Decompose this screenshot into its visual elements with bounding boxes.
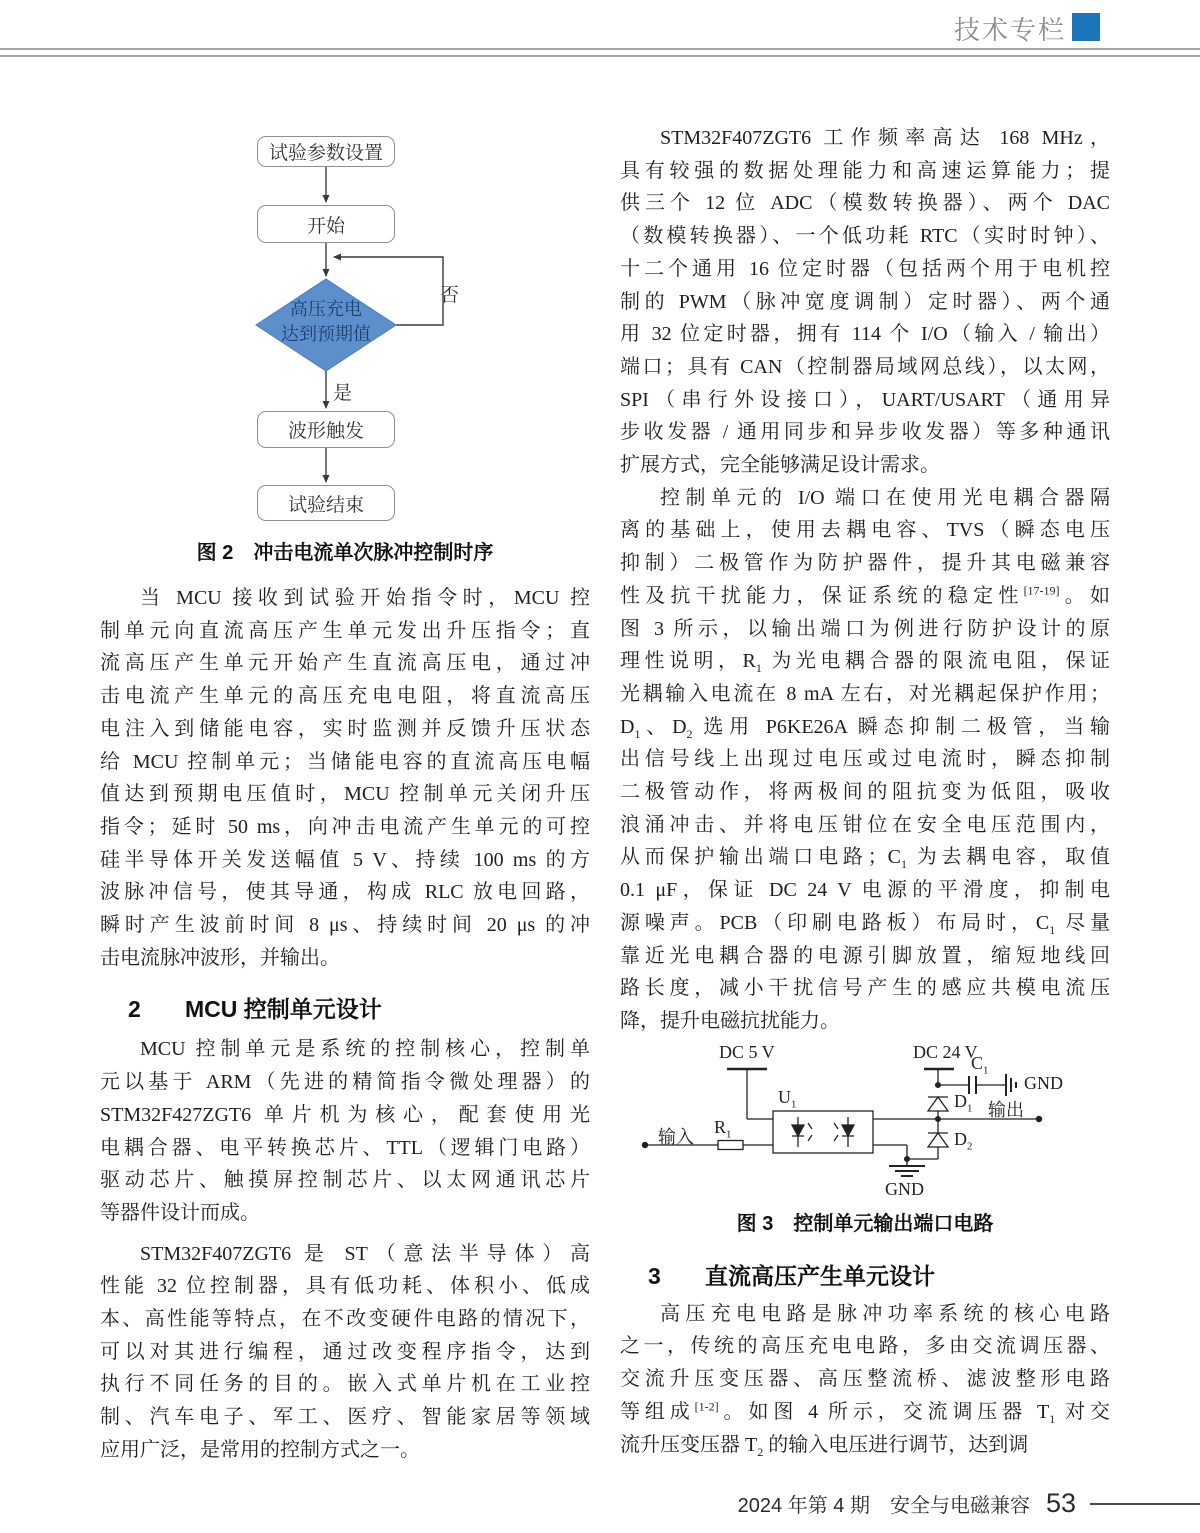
label-r1: $R_1$ bbox=[714, 1116, 732, 1141]
text-line: 给 MCU 控制单元；当储能电容的直流高压电幅 bbox=[100, 750, 590, 773]
text-line: 可以对其进行编程，通过改变程序指令，达到 bbox=[100, 1340, 590, 1363]
text-line: STM32F427ZGT6 单片机为核心，配套使用光 bbox=[100, 1103, 590, 1126]
text-line: 当 MCU 接收到试验开始指令时，MCU 控 bbox=[140, 587, 590, 609]
figure3-circuit bbox=[620, 1041, 1110, 1201]
text-line: 值达到预期电压值时，MCU 控制单元关闭升压 bbox=[100, 783, 590, 806]
decision-label bbox=[256, 297, 396, 347]
text-line: 本、高性能等特点，在不改变硬件电路的情况下， bbox=[100, 1308, 590, 1331]
text-line: 靠近光电耦合器的电源引脚放置，缩短地线回 bbox=[620, 944, 1110, 967]
text-line: 波脉冲信号，使其导通，构成 RLC 放电回路， bbox=[100, 881, 590, 904]
text-line: 离的基础上，使用去耦电容、TVS（瞬态电压 bbox=[620, 519, 1110, 542]
footer-rule bbox=[1090, 1503, 1200, 1505]
text-line: 等器件设计而成。 bbox=[100, 1201, 260, 1224]
label-gnd-bottom: GND bbox=[885, 1178, 924, 1199]
text-line: 步收发器 / 通用同步和异步收发器）等多种通讯 bbox=[620, 421, 1110, 444]
text-line: 制、汽车电子、军工、医疗、智能家居等领域 bbox=[100, 1406, 590, 1429]
label-output: 输出 bbox=[988, 1099, 1024, 1120]
text-line: 二极管动作，将两极间的阻抗变为低阻，吸收 bbox=[620, 781, 1110, 804]
text-line: STM32F407ZGT6 是 ST（意法半导体）高 bbox=[140, 1242, 590, 1265]
paragraph bbox=[100, 582, 590, 974]
text-line: 制的 PWM（脉冲宽度调制）定时器）、两个通 bbox=[620, 290, 1110, 313]
text-line: STM32F407ZGT6 工作频率高达 168 MHz， bbox=[660, 127, 1110, 149]
left-column bbox=[100, 130, 590, 1467]
text-line: 应用广泛，是常用的控制方式之一。 bbox=[100, 1438, 420, 1461]
figure2-flowchart bbox=[100, 130, 590, 530]
text-line: 硅半导体开关发送幅值 5 V、持续 100 ms 的方 bbox=[100, 848, 590, 871]
text-line: 性及抗干扰能力，保证系统的稳定性[17-19]。如 bbox=[620, 583, 1110, 607]
text-line: 控制单元的 I/O 端口在使用光电耦合器隔 bbox=[660, 486, 1110, 509]
text-line: 扩展方式，完全能够满足设计需求。 bbox=[620, 454, 940, 477]
text-line: 击电流产生单元的高压充电电阻，将直流高压 bbox=[100, 685, 590, 708]
paragraph bbox=[100, 1033, 590, 1229]
text-line: 驱动芯片、触摸屏控制芯片、以太网通讯芯片 bbox=[100, 1169, 590, 1192]
text-line: 之一，传统的高压充电电路，多由交流调压器、 bbox=[620, 1335, 1110, 1358]
label-gnd-right: GND bbox=[1024, 1072, 1063, 1093]
flow-node-test-end bbox=[257, 485, 395, 521]
text-line: 理性说明，$R_1$ 为光电耦合器的限流电阻，保证 bbox=[620, 650, 1110, 676]
header-double-rule bbox=[0, 48, 1200, 57]
text-line: 浪涌冲击、并将电压钳位在安全电压范围内， bbox=[620, 813, 1110, 836]
paragraph bbox=[620, 1298, 1110, 1462]
label-dc5v: DC 5 V bbox=[719, 1041, 775, 1062]
circuit-diagram-svg bbox=[620, 1041, 1110, 1201]
column-label: 技术专栏 bbox=[953, 15, 1066, 45]
flow-node-label: 试验结束 bbox=[287, 494, 364, 516]
text-line: 等组成[1-2]。如图 4 所示，交流调压器 $T_1$ 对交 bbox=[620, 1399, 1110, 1426]
right-column bbox=[620, 122, 1110, 1461]
text-line: 高压充电电路是脉冲功率系统的核心电路 bbox=[660, 1302, 1110, 1325]
label-u1: $U_1$ bbox=[778, 1086, 797, 1111]
section-number: 2 bbox=[128, 996, 141, 1023]
figure2-caption: 图 2 冲击电流单次脉冲控制时序 bbox=[196, 542, 494, 564]
header-accent-square bbox=[1072, 13, 1100, 41]
figure3-caption: 图 3 控制单元输出端口电路 bbox=[736, 1212, 994, 1235]
text-line: 端口；具有 CAN（控制器局域网总线），以太网， bbox=[620, 355, 1110, 378]
flow-node-start bbox=[257, 205, 395, 243]
footer-issue: 2024 年第 4 期 bbox=[737, 1495, 870, 1517]
text-line: 执行不同任务的目的。嵌入式单片机在工业控 bbox=[100, 1373, 590, 1396]
footer-journal: 安全与电磁兼容 bbox=[889, 1495, 1030, 1517]
footer-page-number: 53 bbox=[1045, 1488, 1076, 1518]
text-line: 具有较强的数据处理能力和高速运算能力；提 bbox=[620, 159, 1110, 182]
text-line: 0.1 μF，保证 DC 24 V 电源的平滑度，抑制电 bbox=[620, 879, 1110, 902]
text-line: MCU 控制单元是系统的控制核心，控制单 bbox=[140, 1038, 590, 1061]
flow-node-label: 试验参数设置 bbox=[268, 143, 383, 164]
section3-heading bbox=[620, 1258, 1110, 1291]
text-line: 指令；延时 50 ms，向冲击电流产生单元的可控 bbox=[100, 815, 590, 838]
text-line: （数模转换器）、一个低功耗 RTC（实时时钟）、 bbox=[620, 225, 1110, 248]
branch-no-label: 否 bbox=[440, 285, 460, 306]
flow-node-label: 波形触发 bbox=[287, 421, 364, 442]
text-line: 源噪声。PCB（印刷电路板）布局时，$C_1$ 尽量 bbox=[620, 911, 1110, 937]
flow-node-wave-trigger bbox=[257, 411, 395, 448]
page-footer bbox=[0, 1488, 1200, 1528]
text-line: 元以基于 ARM（先进的精简指令微处理器）的 bbox=[100, 1071, 590, 1094]
text-line: 流高压产生单元开始产生直流高压电，通过冲 bbox=[100, 652, 590, 675]
text-line: 流升压变压器 $T_2$ 的输入电压进行调节，达到调 bbox=[620, 1433, 1029, 1459]
text-line: 性能 32 位控制器，具有低功耗、体积小、低成 bbox=[100, 1275, 590, 1298]
paragraph bbox=[620, 482, 1110, 1038]
optocoupler-led-icon bbox=[792, 1117, 812, 1147]
label-d1: $D_1$ bbox=[954, 1090, 973, 1115]
text-line: 出信号线上出现过电压或过电流时，瞬态抑制 bbox=[620, 748, 1110, 771]
section2-heading bbox=[100, 991, 590, 1024]
label-d2: $D_2$ bbox=[954, 1128, 973, 1153]
paragraph bbox=[620, 122, 1110, 482]
text-line: 十二个通用 16 位定时器（包括两个用于电机控 bbox=[620, 257, 1110, 280]
section-title: MCU 控制单元设计 bbox=[185, 996, 382, 1023]
text-line: 图 3 所示，以输出端口为例进行防护设计的原 bbox=[620, 617, 1110, 640]
flow-node-label: 开始 bbox=[306, 215, 345, 237]
paragraph bbox=[100, 1238, 590, 1467]
text-line: 抑制）二极管作为防护器件，提升其电磁兼容 bbox=[620, 552, 1110, 575]
text-line: 瞬时产生波前时间 8 μs、持续时间 20 μs 的冲 bbox=[100, 914, 590, 937]
text-line: SPI（串行外设接口），UART/USART（通用异 bbox=[620, 388, 1110, 411]
decision-label-line1: 高压充电 bbox=[290, 299, 362, 319]
optocoupler-photodiode-icon bbox=[834, 1117, 854, 1147]
text-line: 从而保护输出端口电路；$C_1$ 为去耦电容，取值 bbox=[620, 846, 1110, 872]
text-line: 光耦输入电流在 8 mA 左右，对光耦起保护作用； bbox=[620, 682, 1110, 705]
section-number: 3 bbox=[648, 1262, 661, 1289]
text-line: 交流升压变压器、高压整流桥、滤波整形电路 bbox=[620, 1368, 1110, 1391]
text-line: $D_1$、$D_2$ 选用 P6KE26A 瞬态抑制二极管，当输 bbox=[620, 715, 1110, 741]
text-line: 击电流脉冲波形，并输出。 bbox=[100, 946, 340, 969]
text-line: 用 32 位定时器，拥有 114 个 I/O（输入 / 输出） bbox=[620, 323, 1110, 346]
text-line: 降，提升电磁抗扰能力。 bbox=[620, 1009, 840, 1032]
text-line: 电注入到储能电容，实时监测并反馈升压状态 bbox=[100, 717, 590, 740]
flow-node-test-params bbox=[257, 136, 395, 167]
text-line: 供三个 12 位 ADC（模数转换器）、两个 DAC bbox=[620, 192, 1110, 215]
text-line: 制单元向直流高压产生单元发出升压指令；直 bbox=[100, 619, 590, 642]
label-input: 输入 bbox=[658, 1126, 694, 1147]
text-line: 电耦合器、电平转换芯片、TTL（逻辑门电路） bbox=[100, 1136, 590, 1159]
decision-label-line2: 达到预期值 bbox=[281, 324, 371, 344]
label-c1: $C_1$ bbox=[971, 1052, 989, 1077]
label-dc24v: DC 24 V bbox=[913, 1041, 978, 1062]
section-title: 直流高压产生单元设计 bbox=[705, 1262, 935, 1289]
text-line: 路长度，减小干扰信号产生的感应共模电流压 bbox=[620, 977, 1110, 1000]
branch-yes-label: 是 bbox=[333, 383, 353, 404]
